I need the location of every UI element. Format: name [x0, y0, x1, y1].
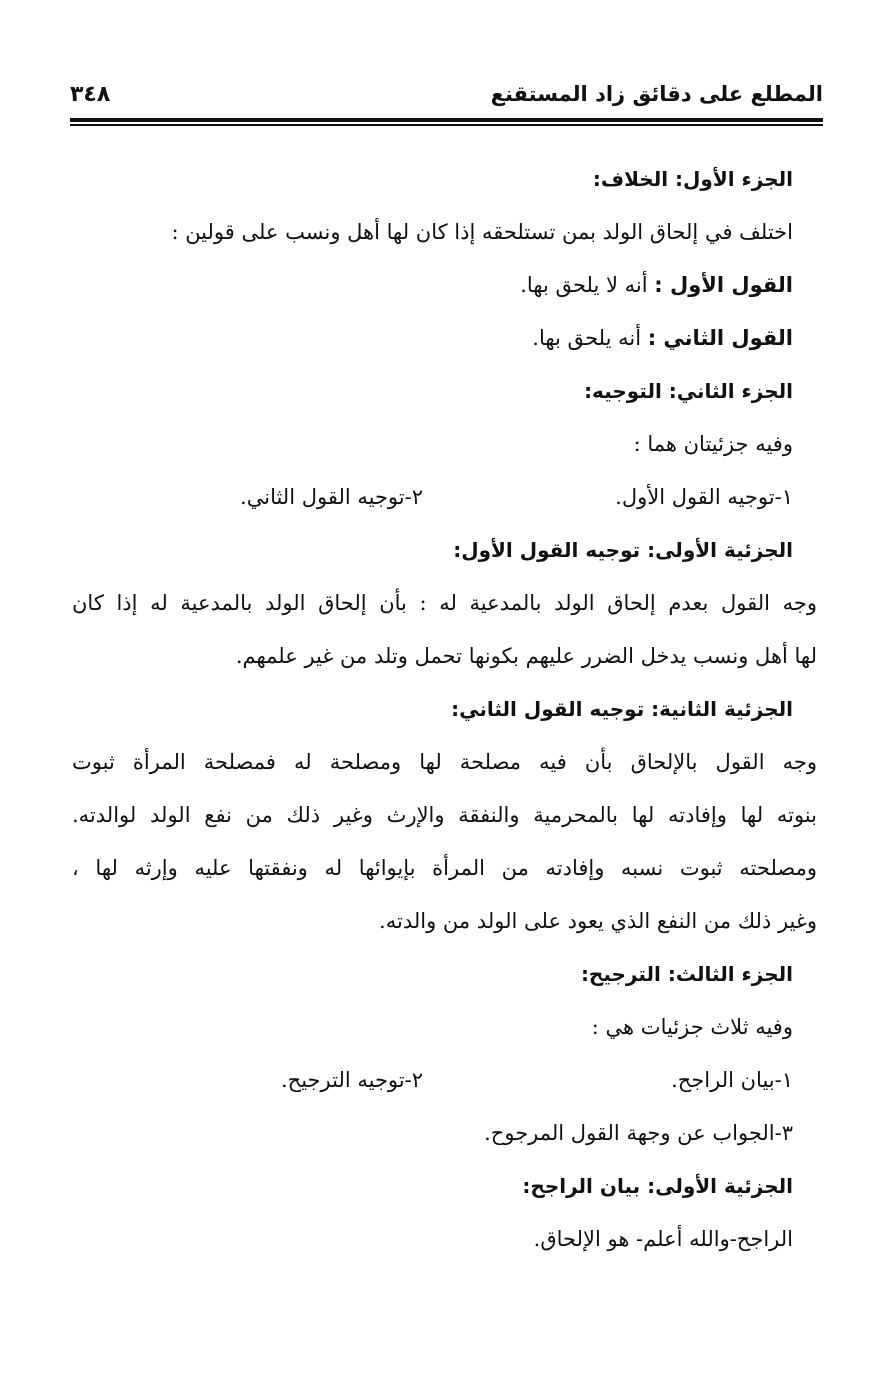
part2-item-2: ٢-توجيه القول الثاني.	[240, 485, 423, 509]
sub2-heading: الجزئية الثانية: توجيه القول الثاني:	[451, 697, 793, 721]
sub2-paragraph-line-1: وجه القول بالإلحاق بأن فيه مصلحة لها ومصلحة له فمصلحة المرأة ثبوت	[72, 750, 817, 774]
part3-heading: الجزء الثالث: الترجيح:	[580, 962, 793, 986]
opinion-2	[72, 312, 793, 365]
sub3-heading: الجزئية الأولى: بيان الراجح:	[522, 1174, 793, 1198]
opinion-1	[72, 259, 793, 312]
part3-item-3: ٣-الجواب عن وجهة القول المرجوح.	[484, 1121, 793, 1145]
part3-intro: وفيه ثلاث جزئيات هي :	[591, 1015, 793, 1039]
page-number: ٣٤٨	[70, 82, 111, 107]
sub3-text: الراجح-والله أعلم- هو الإلحاق.	[533, 1227, 793, 1251]
part3-item-2: ٢-توجيه الترجيح.	[280, 1068, 423, 1092]
opinion-1-text: أنه لا يلحق بها.	[520, 273, 655, 297]
sub2-paragraph-line-2: بنوته لها وإفادته لها بالمحرمية والنفقة والإرث وغير ذلك من نفع الولد لوالدته.	[72, 803, 817, 827]
sub1-paragraph-line-1: وجه القول بعدم إلحاق الولد بالمدعية له : بأن إلحاق الولد بالمدعية له إذا كان	[72, 591, 817, 615]
sub1-paragraph-line-2: لها أهل ونسب يدخل الضرر عليهم بكونها تحمل وتلد من غير علمهم.	[235, 644, 817, 668]
part2-item-1: ١-توجيه القول الأول.	[615, 485, 793, 509]
sub2-paragraph-line-3: ومصلحته ثبوت نسبه وإفادته من المرأة بإيوائها له ونفقتها عليه وإرثه لها ،	[72, 856, 817, 880]
opinion-1-label: القول الأول :	[654, 273, 793, 297]
part3-items	[72, 1054, 793, 1107]
part1-intro: اختلف في إلحاق الولد بمن تستلحقه إذا كان لها أهل ونسب على قولين :	[171, 220, 793, 244]
part2-items	[72, 471, 793, 524]
page-body	[72, 153, 817, 1266]
opinion-2-label: القول الثاني :	[647, 326, 793, 350]
header-rule-thin	[70, 124, 823, 126]
part1-heading: الجزء الأول: الخلاف:	[592, 167, 793, 191]
part3-item-1: ١-بيان الراجح.	[671, 1068, 793, 1092]
sub2-paragraph-line-4: وغير ذلك من النفع الذي يعود على الولد من والدته.	[379, 909, 817, 933]
part2-intro: وفيه جزئيتان هما :	[633, 432, 793, 456]
sub1-heading: الجزئية الأولى: توجيه القول الأول:	[453, 538, 793, 562]
page-header	[70, 78, 823, 118]
opinion-2-text: أنه يلحق بها.	[532, 326, 648, 350]
running-title: المطلع على دقائق زاد المستقنع	[490, 82, 823, 106]
header-rule-thick	[70, 118, 823, 122]
part2-heading: الجزء الثاني: التوجيه:	[584, 379, 793, 403]
